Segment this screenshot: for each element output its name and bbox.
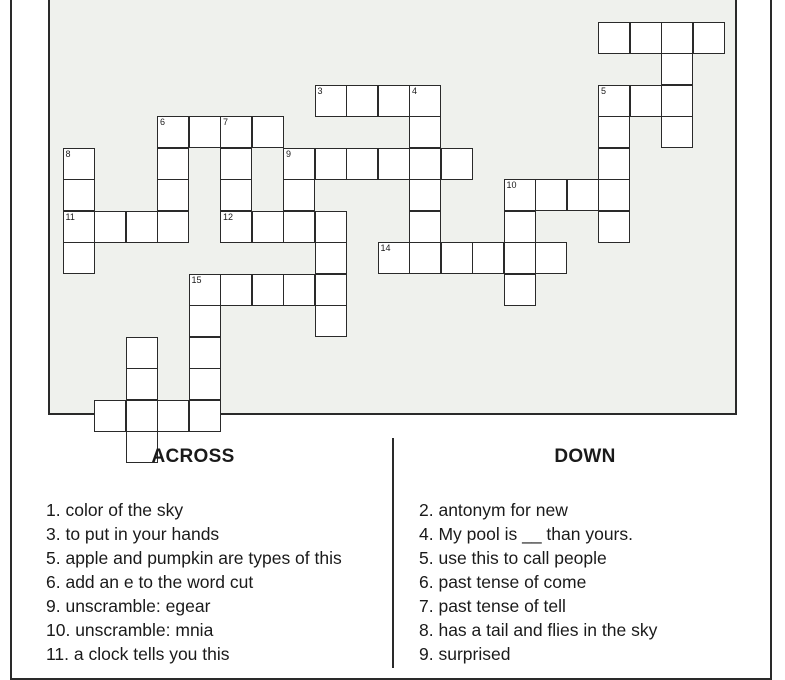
grid-cell	[220, 116, 252, 148]
grid-cell	[409, 85, 441, 117]
grid-cell	[283, 179, 315, 211]
grid-cell	[94, 211, 126, 243]
grid-cell	[157, 179, 189, 211]
grid-cell	[567, 179, 599, 211]
across-heading: ACROSS	[151, 446, 235, 467]
grid-cell	[378, 242, 410, 274]
across-clue: 1. color of the sky	[46, 500, 184, 520]
clue-number: 14	[380, 243, 391, 253]
grid-cell	[441, 242, 473, 274]
grid-cell	[409, 179, 441, 211]
clue-number: 4	[412, 85, 418, 96]
grid-cell	[504, 242, 536, 274]
grid-cell	[378, 148, 410, 180]
grid-cell	[126, 400, 158, 432]
down-clue: 8. has a tail and flies in the sky	[419, 620, 658, 640]
grid-cell	[157, 116, 189, 148]
clue-number: 11	[65, 211, 75, 222]
grid-cell	[693, 22, 725, 54]
grid-cell	[63, 148, 95, 180]
grid-cell	[315, 242, 347, 274]
down-clue: 5. use this to call people	[419, 548, 607, 568]
grid-cell	[94, 400, 126, 432]
grid-cell	[189, 116, 221, 148]
grid-cell	[535, 179, 567, 211]
clue-number: 5	[601, 85, 607, 96]
grid-cell	[189, 368, 221, 400]
grid-cell	[126, 337, 158, 369]
grid-cell	[220, 179, 252, 211]
grid-cell	[220, 274, 252, 306]
clue-number: 6	[160, 117, 166, 127]
across-clue: 5. apple and pumpkin are types of this	[46, 548, 342, 568]
across-clue: 9. unscramble: egear	[46, 596, 211, 616]
grid-cell	[315, 274, 347, 306]
grid-cell	[283, 274, 315, 306]
clue-number: 12	[223, 211, 234, 222]
grid-cell	[157, 400, 189, 432]
grid-cell	[504, 211, 536, 243]
grid-cell	[346, 85, 378, 117]
grid-cell	[63, 179, 95, 211]
grid-cell	[409, 211, 441, 243]
grid-cell	[63, 242, 95, 274]
grid-cell	[378, 85, 410, 117]
crossword-grid	[48, 0, 737, 415]
grid-cell	[63, 211, 95, 243]
grid-cell	[252, 211, 284, 243]
clue-number: 9	[286, 148, 292, 159]
grid-cell	[252, 116, 284, 148]
across-clue: 11. a clock tells you this	[46, 644, 230, 664]
clue-number: 3	[317, 85, 323, 96]
down-clue: 9. surprised	[419, 644, 511, 664]
grid-cell	[661, 116, 693, 148]
grid-cell	[630, 85, 662, 117]
across-clue-list	[46, 498, 342, 666]
grid-cell	[598, 116, 630, 148]
grid-cell	[409, 148, 441, 180]
down-clue: 7. past tense of tell	[419, 596, 566, 616]
clue-number: 8	[65, 148, 71, 159]
grid-cell	[535, 242, 567, 274]
grid-cell	[315, 85, 347, 117]
grid-cell	[598, 85, 630, 117]
grid-cell	[189, 305, 221, 337]
grid-cell	[157, 148, 189, 180]
grid-cell	[661, 22, 693, 54]
grid-cell	[283, 211, 315, 243]
grid-cell	[441, 148, 473, 180]
across-clue: 10. unscramble: mnia	[46, 620, 214, 640]
grid-cell	[409, 242, 441, 274]
grid-cell	[346, 148, 378, 180]
grid-cell	[252, 274, 284, 306]
grid-cell	[661, 85, 693, 117]
down-clue: 2. antonym for new	[419, 500, 568, 520]
grid-cell	[409, 116, 441, 148]
grid-cell	[472, 242, 504, 274]
grid-cell	[598, 211, 630, 243]
grid-cell	[126, 211, 158, 243]
across-clue: 3. to put in your hands	[46, 524, 220, 544]
down-heading: DOWN	[554, 446, 616, 467]
grid-cell	[189, 274, 221, 306]
grid-cell	[126, 368, 158, 400]
grid-cell	[598, 179, 630, 211]
down-clue-list	[419, 498, 657, 666]
grid-cell	[315, 211, 347, 243]
down-clue: 6. past tense of come	[419, 572, 587, 592]
grid-cell	[315, 305, 347, 337]
grid-cell	[630, 22, 662, 54]
grid-cell	[598, 22, 630, 54]
grid-cell	[504, 179, 536, 211]
clue-number: 10	[506, 180, 517, 190]
grid-cell	[315, 148, 347, 180]
grid-cell	[504, 274, 536, 306]
across-clue: 6. add an e to the word cut	[46, 572, 254, 592]
grid-cell	[189, 400, 221, 432]
grid-cell	[598, 148, 630, 180]
grid-cell	[220, 148, 252, 180]
grid-cell	[189, 337, 221, 369]
grid-cell	[157, 211, 189, 243]
clue-number: 7	[223, 117, 229, 127]
grid-cell	[220, 211, 252, 243]
clue-number: 15	[191, 274, 202, 285]
column-divider	[392, 438, 394, 668]
grid-cell	[283, 148, 315, 180]
grid-cell	[661, 53, 693, 85]
down-clue: 4. My pool is __ than yours.	[419, 524, 633, 544]
